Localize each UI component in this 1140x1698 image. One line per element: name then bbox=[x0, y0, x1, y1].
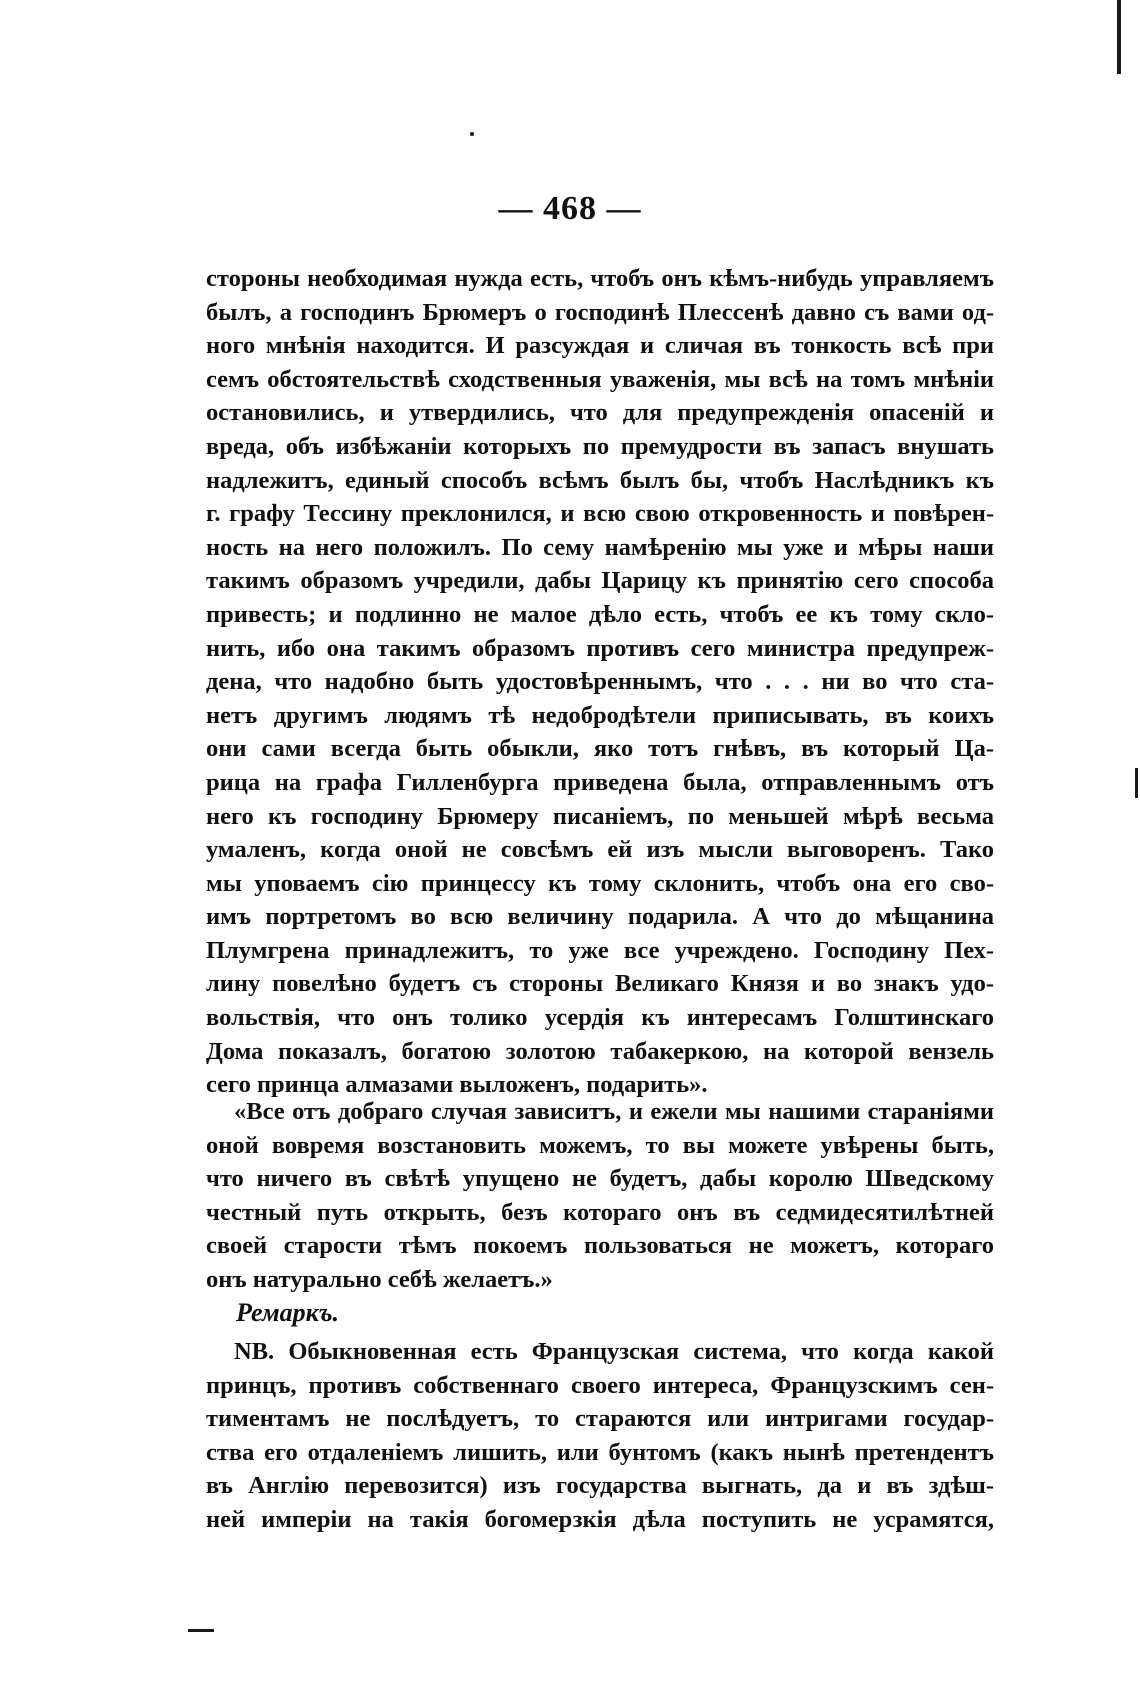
scan-right-tick bbox=[1135, 768, 1138, 798]
text-line: «Все отъ добраго случая зависитъ, и ежели мы нашими стараніями bbox=[234, 1098, 994, 1125]
text-line: принцъ, противъ собственнаго своего интереса, Французскимъ сен- bbox=[206, 1371, 994, 1399]
quote-paragraph bbox=[206, 1095, 994, 1297]
remark-heading: Ремаркъ. bbox=[236, 1298, 340, 1327]
text-line: въ Англію перевозится) изъ государства выгнать, да и въ здѣш- bbox=[206, 1472, 994, 1500]
remark-paragraph bbox=[206, 1335, 994, 1537]
text-line: Дома показалъ, богатою золотою табакеркою, на которой вензель bbox=[206, 1037, 994, 1065]
text-line: они сами всегда быть обыкли, яко тотъ гнѣвъ, въ который Ца- bbox=[206, 735, 994, 763]
text-line: привесть; и подлинно не малое дѣло есть, чтобъ ее къ тому скло- bbox=[206, 600, 994, 628]
main-paragraph bbox=[206, 262, 994, 1102]
text-line: имъ портретомъ во всю величину подарила. А что до мѣщанина bbox=[206, 903, 994, 931]
text-line: вольствія, что онъ толико усердія къ интересамъ Голштинскаго bbox=[206, 1004, 994, 1032]
text-line: честный путь открыть, безъ котораго онъ въ седмидесятилѣтней bbox=[206, 1198, 994, 1226]
text-line: г. графу Тессину преклонился, и всю свою откровенность и повѣрен- bbox=[206, 500, 994, 528]
text-line: онъ натурально себѣ желаетъ.» bbox=[206, 1265, 553, 1293]
text-line: NB. Обыкновенная есть Французская система, что когда какой bbox=[234, 1338, 994, 1365]
text-line: что ничего въ свѣтѣ упущено не будетъ, дабы королю Шведскому bbox=[206, 1165, 994, 1193]
text-line: стороны необходимая нужда есть, чтобъ онъ кѣмъ-нибудь управляемъ bbox=[206, 265, 994, 292]
text-line: оной вовремя возстановить можемъ, то вы можете увѣрены быть, bbox=[206, 1131, 994, 1159]
text-line: тиментамъ не послѣдуетъ, то стараются или интригами государ- bbox=[206, 1405, 994, 1433]
text-line: дена, что надобно быть удостовѣреннымъ, что . . . ни во что ста- bbox=[206, 668, 994, 696]
text-line: рица на графа Гилленбурга приведена была, отправленнымъ отъ bbox=[206, 768, 994, 796]
text-line: былъ, а господинъ Брюмеръ о господинѣ Плессенѣ давно съ вами од- bbox=[206, 298, 994, 326]
text-line: вреда, объ избѣжаніи которыхъ по премудрости въ запасъ внушать bbox=[206, 432, 994, 460]
text-line: надлежитъ, единый способъ всѣмъ былъ бы, чтобъ Наслѣдникъ къ bbox=[206, 466, 994, 494]
scan-dust-mark bbox=[470, 132, 474, 136]
text-line: Плумгрена принадлежитъ, то уже все учреждено. Господину Пех- bbox=[206, 936, 994, 964]
text-line: остановились, и утвердились, что для предупрежденія опасеній и bbox=[206, 399, 994, 427]
text-line: ней имперіи на такія богомерзкія дѣла поступить не усрамятся, bbox=[206, 1505, 994, 1533]
text-line: мы уповаемъ сію принцессу къ тому склонить, чтобъ она его сво- bbox=[206, 869, 994, 897]
text-line: сего принца алмазами выложенъ, подарить». bbox=[206, 1071, 708, 1099]
text-line: нетъ другимъ людямъ тѣ недобродѣтели приписывать, въ коихъ bbox=[206, 701, 994, 729]
text-line: лину повелѣно будетъ съ стороны Великаго Князя и во знакъ удо- bbox=[206, 970, 994, 998]
text-line: ность на него положилъ. По сему намѣренію мы уже и мѣры наши bbox=[206, 533, 994, 561]
text-line: такимъ образомъ учредили, дабы Царицу къ принятію сего способа bbox=[206, 567, 994, 595]
text-line: него къ господину Брюмеру писаніемъ, по меньшей мѣрѣ весьма bbox=[206, 802, 994, 830]
text-line: семъ обстоятельствѣ сходственныя уваженія, мы всѣ на томъ мнѣніи bbox=[206, 365, 994, 393]
page-number: — 468 — bbox=[498, 190, 642, 227]
scan-edge-line bbox=[1117, 0, 1121, 74]
text-line: ства его отдаленіемъ лишить, или бунтомъ (какъ нынѣ претендентъ bbox=[206, 1438, 994, 1466]
scan-bottom-dash bbox=[188, 1629, 214, 1632]
text-line: своей старости тѣмъ покоемъ пользоваться не можетъ, котораго bbox=[206, 1232, 994, 1260]
text-line: нить, ибо она такимъ образомъ противъ сего министра предупреж- bbox=[206, 634, 994, 662]
text-line: умаленъ, когда оной не совсѣмъ ей изъ мысли выговоренъ. Тако bbox=[206, 836, 994, 864]
text-line: ного мнѣнія находится. И разсуждая и сличая въ тонкость всѣ при bbox=[206, 332, 994, 360]
